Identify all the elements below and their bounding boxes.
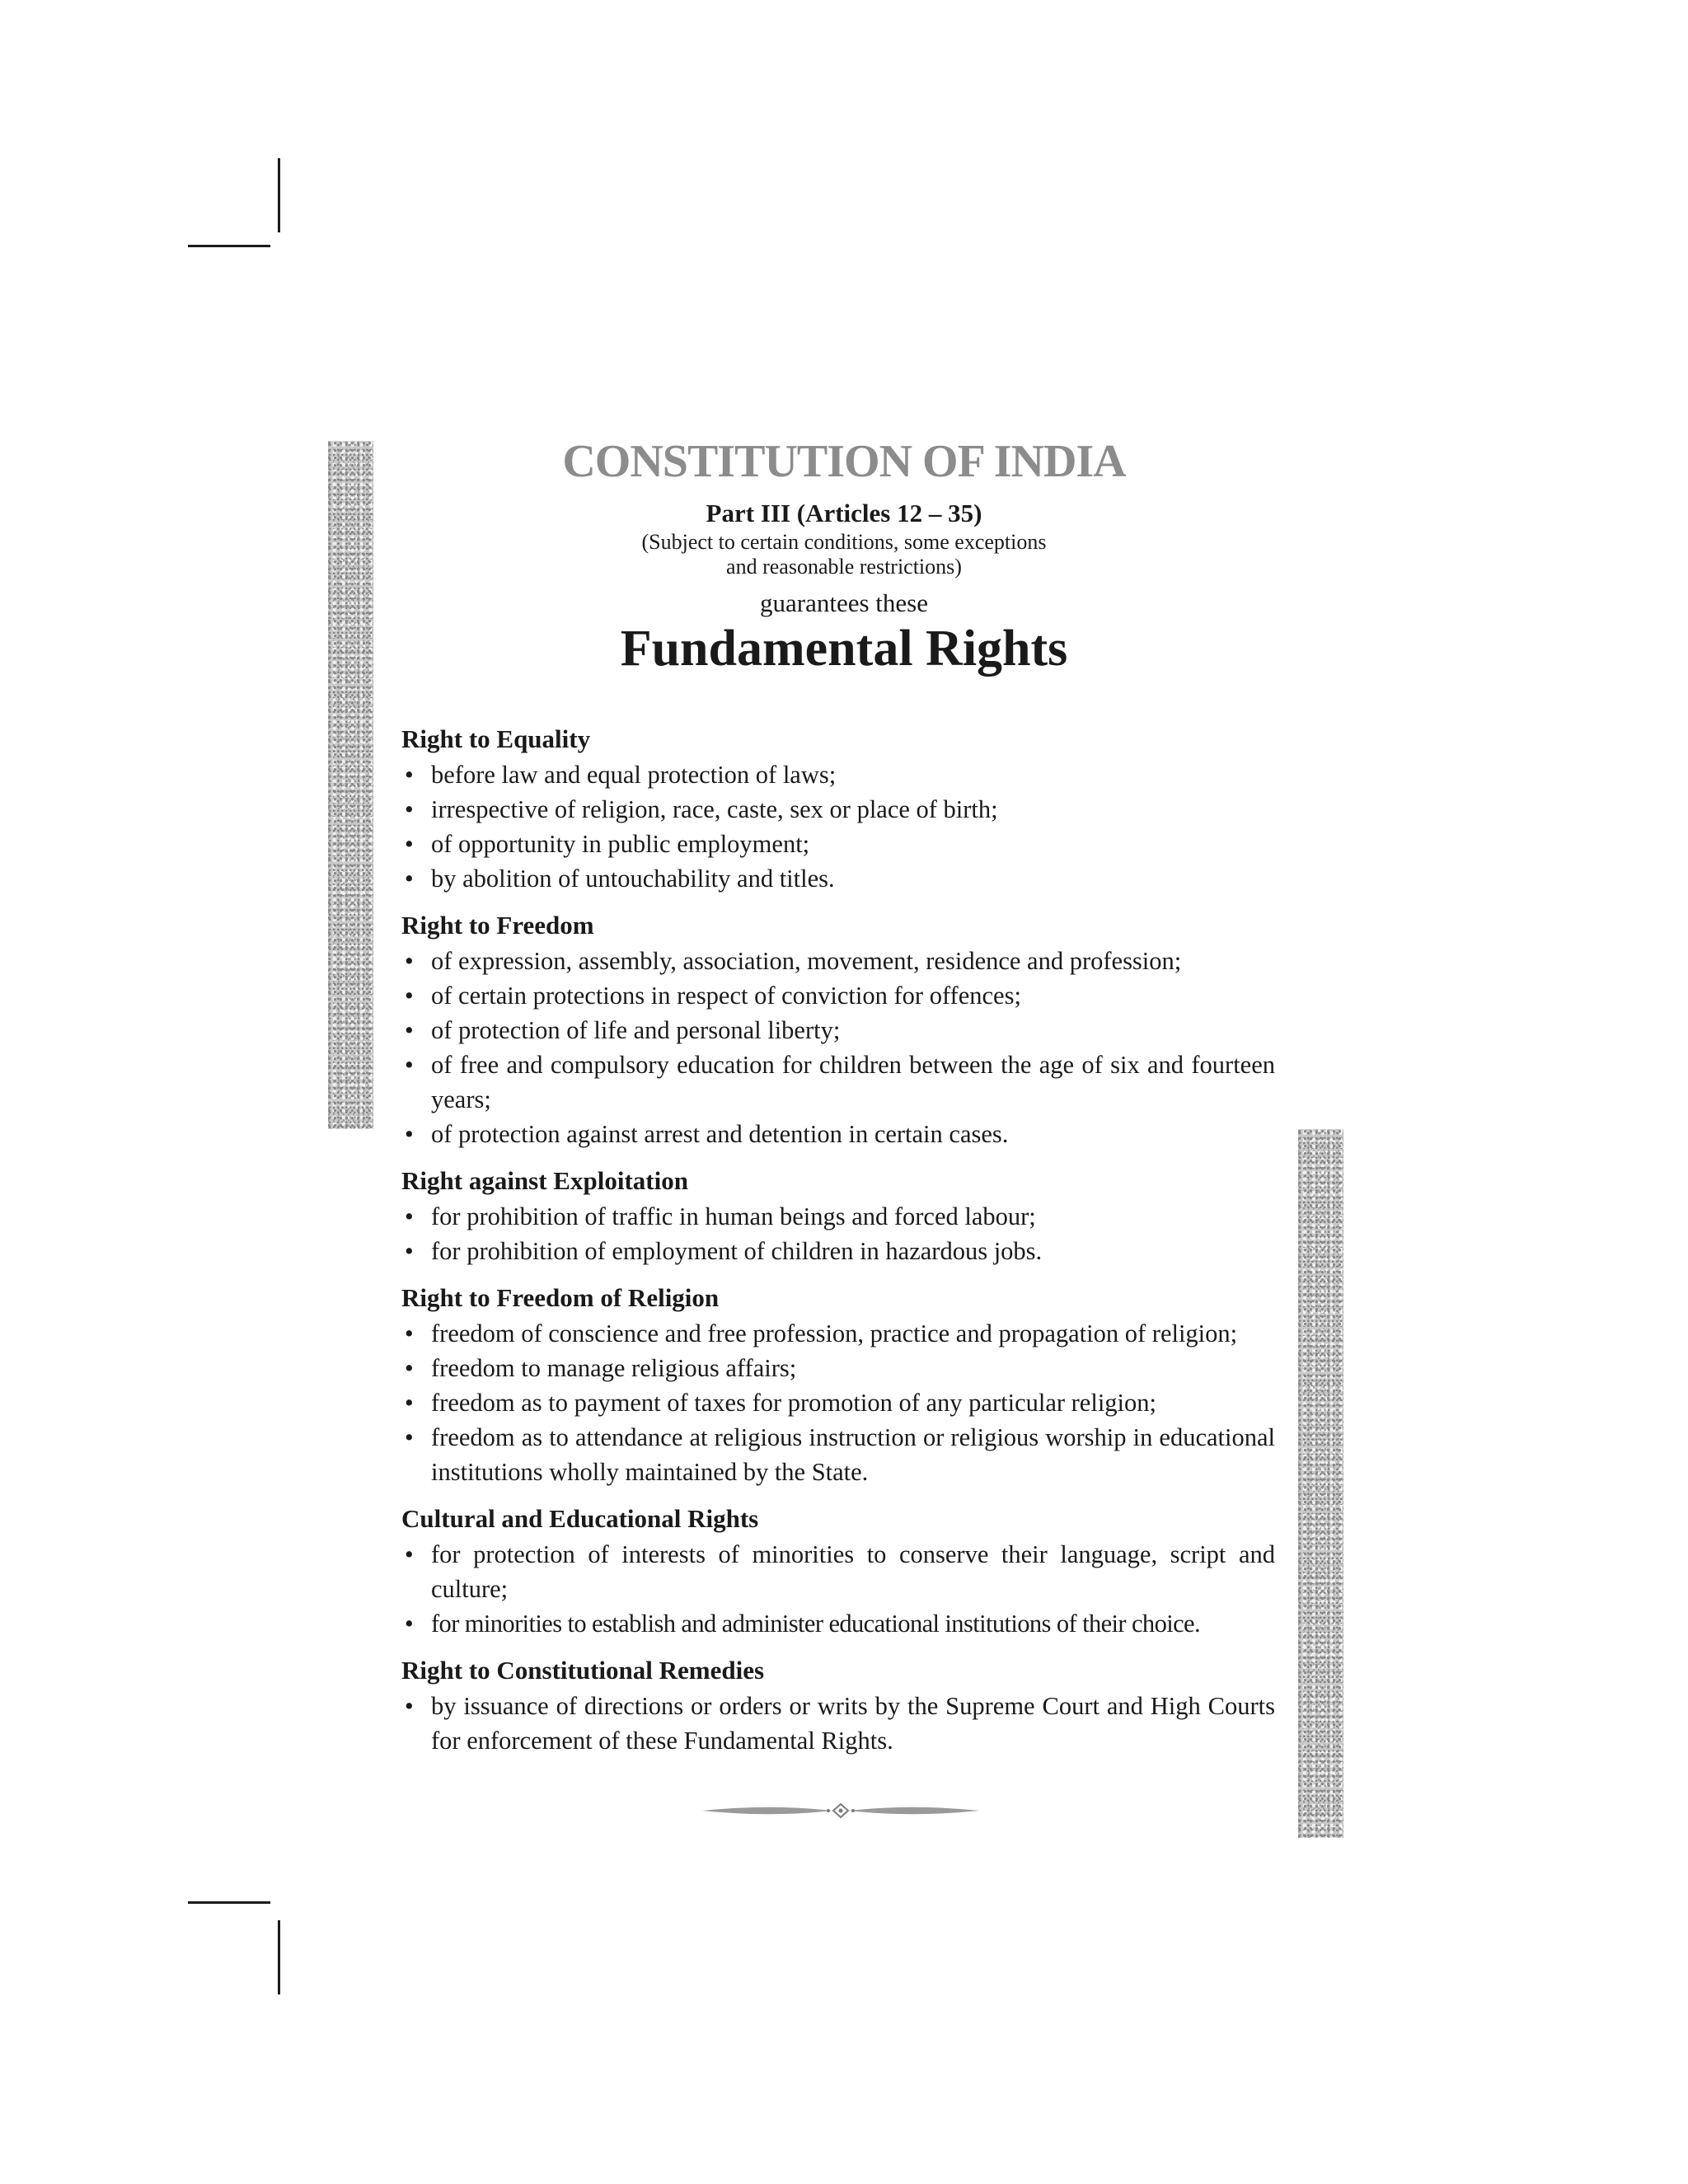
item-text: for prohibition of traffic in human beings and forced labour; (431, 1202, 1036, 1230)
fundamental-rights-heading: Fundamental Rights (620, 621, 1068, 677)
item-text: before law and equal protection of laws; (431, 761, 837, 789)
list-item (401, 1199, 1275, 1234)
bullet-icon: • (405, 761, 414, 789)
section-right-to-freedom (401, 907, 1275, 1151)
item-text: of expression, assembly, association, movement, residence and profession; (431, 947, 1182, 975)
bullet-icon: • (405, 1540, 414, 1568)
bullet-icon: • (405, 947, 414, 975)
crop-mark-bottom-horizontal (188, 1901, 270, 1904)
section-right-to-freedom-of-religion (401, 1280, 1275, 1489)
list-item (401, 1537, 1275, 1606)
conditions-note (0, 530, 1688, 579)
section-right-to-equality (401, 721, 1275, 896)
rights-list (401, 721, 1275, 1769)
item-text: for minorities to establish and administer educational institutions of their choice. (431, 1610, 1201, 1638)
crop-mark-top-vertical (278, 158, 280, 232)
bullet-icon: • (405, 1389, 414, 1417)
list-item (401, 1117, 1275, 1151)
item-text: irrespective of religion, race, caste, sex or place of birth; (431, 795, 998, 823)
crop-mark-top-horizontal (188, 245, 270, 247)
list-item (401, 757, 1275, 792)
list-item (401, 1234, 1275, 1268)
bullet-icon: • (405, 1354, 414, 1382)
item-text: of opportunity in public employment; (431, 830, 810, 858)
part-subtitle: Part III (Articles 12 – 35) (706, 499, 982, 527)
bullet-icon: • (405, 982, 414, 1010)
ornament-divider-icon (701, 1801, 981, 1821)
bullet-icon: • (405, 1692, 414, 1720)
item-text: freedom of conscience and free profession, practice and propagation of religion; (431, 1319, 1238, 1347)
item-text: of protection of life and personal liberty; (431, 1016, 841, 1044)
list-item (401, 1689, 1275, 1758)
item-text: for protection of interests of minorities to conserve their language, script and culture; (431, 1540, 1275, 1603)
list-item (401, 978, 1275, 1013)
item-text: by issuance of directions or orders or writs by the Supreme Court and High Courts for enforcement of these Fundamental Rights. (431, 1692, 1275, 1755)
bullet-icon: • (405, 830, 414, 858)
section-heading: Cultural and Educational Rights (401, 1504, 759, 1533)
list-item (401, 792, 1275, 827)
list-item (401, 1013, 1275, 1047)
bullet-icon: • (405, 865, 414, 893)
section-heading: Right to Equality (401, 724, 591, 753)
bullet-icon: • (405, 1051, 414, 1079)
list-item (401, 861, 1275, 896)
section-heading: Right to Freedom (401, 911, 594, 940)
bullet-icon: • (405, 1237, 414, 1265)
bullet-icon: • (405, 1610, 414, 1638)
list-item (401, 944, 1275, 978)
section-heading: Right to Constitutional Remedies (401, 1656, 765, 1685)
bullet-icon: • (405, 1202, 414, 1230)
conditions-note-line-2: and reasonable restrictions) (726, 555, 962, 579)
section-cultural-and-educational-rights (401, 1501, 1275, 1641)
item-text: freedom to manage religious affairs; (431, 1354, 797, 1382)
item-text: of free and compulsory education for children between the age of six and fourteen years; (431, 1051, 1275, 1113)
list-item (401, 1385, 1275, 1420)
list-item (401, 1606, 1275, 1641)
conditions-note-line-1: (Subject to certain conditions, some exceptions (641, 530, 1047, 554)
list-item (401, 1351, 1275, 1385)
list-item (401, 827, 1275, 861)
item-text: for prohibition of employment of children in hazardous jobs. (431, 1237, 1043, 1265)
bullet-icon: • (405, 1120, 414, 1148)
section-right-to-constitutional-remedies (401, 1652, 1275, 1758)
list-item (401, 1316, 1275, 1351)
crop-mark-bottom-vertical (278, 1920, 280, 1994)
document-title: CONSTITUTION OF INDIA (562, 436, 1126, 487)
bullet-icon: • (405, 1319, 414, 1347)
bullet-icon: • (405, 795, 414, 823)
item-text: freedom as to attendance at religious instruction or religious worship in educational institutions wholly maintained by the State. (431, 1423, 1275, 1486)
right-decorative-bar (1298, 1129, 1343, 1838)
section-right-against-exploitation (401, 1163, 1275, 1268)
item-text: by abolition of untouchability and titles. (431, 865, 835, 893)
section-heading: Right to Freedom of Religion (401, 1283, 720, 1312)
guarantees-text: guarantees these (760, 588, 928, 617)
bullet-icon: • (405, 1016, 414, 1044)
bullet-icon: • (405, 1423, 414, 1451)
list-item (401, 1420, 1275, 1489)
list-item (401, 1047, 1275, 1117)
item-text: of certain protections in respect of conviction for offences; (431, 982, 1021, 1010)
section-heading: Right against Exploitation (401, 1166, 688, 1195)
item-text: freedom as to payment of taxes for promotion of any particular religion; (431, 1389, 1156, 1417)
item-text: of protection against arrest and detention in certain cases. (431, 1120, 1009, 1148)
